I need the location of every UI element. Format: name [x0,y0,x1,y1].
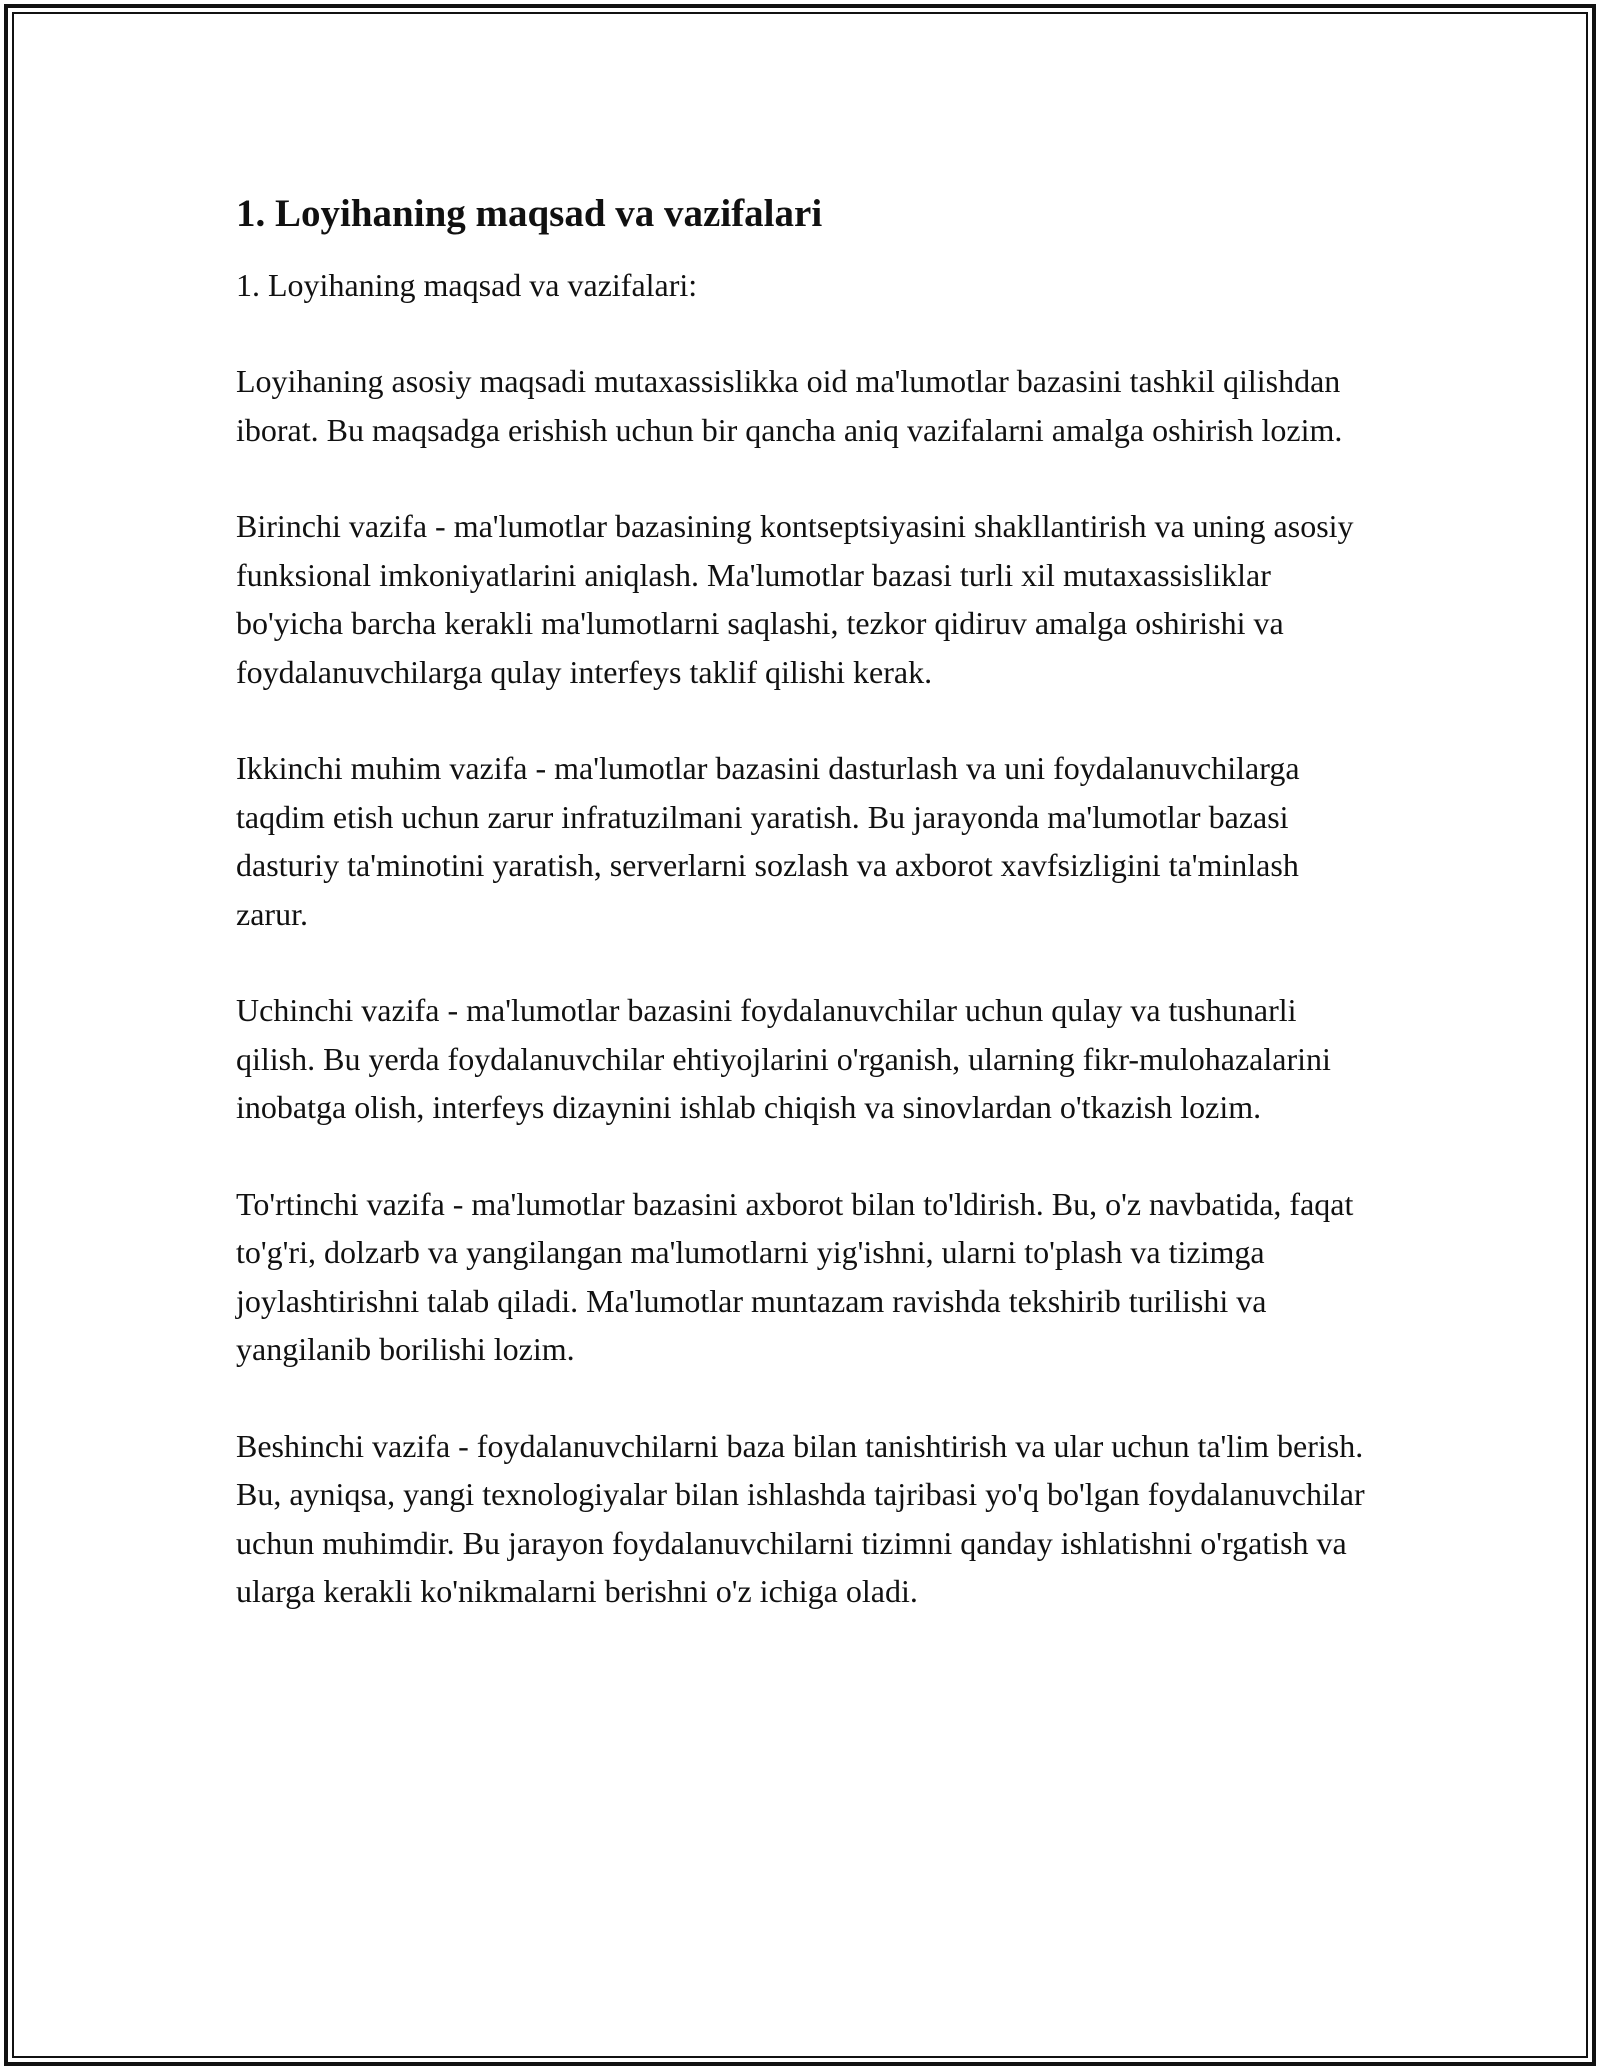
section-subtitle: 1. Loyihaning maqsad va vazifalari: [236,267,698,303]
paragraph-task-4: To'rtinchi vazifa - ma'lumotlar bazasini axborot bilan to'ldirish. Bu, o'z navbatida, faqat to'g'ri, dolzarb va yangilangan ma'lumotlarni yig'ishni, ularni to'plash va tizimga joylashtirishni talab qiladi. Ma'lumotlar muntazam ravishda tekshirib turilishi va yangilanib borilishi lozim. [236,1185,1354,1367]
document-body [236,188,1366,1616]
paragraph-goal: Loyihaning asosiy maqsadi mutaxassislikka oid ma'lumotlar bazasini tashkil qilishdan iborat. Bu maqsadga erishish uchun bir qancha aniq vazifalarni amalga oshirish lozim. [236,363,1343,448]
paragraph-task-2: Ikkinchi muhim vazifa - ma'lumotlar bazasini dasturlash va uni foydalanuvchilarga taqdim etish uchun zarur infratuzilmani yaratish. Bu jarayonda ma'lumotlar bazasi dasturiy ta'minotini yaratish, serverlarni sozlash va axborot xavfsizligini ta'minlash zarur. [236,750,1300,932]
page-title: 1. Loyihaning maqsad va vazifalari [236,192,823,235]
paragraph-task-5: Beshinchi vazifa - foydalanuvchilarni baza bilan tanishtirish va ular uchun ta'lim berish. Bu, ayniqsa, yangi texnologiyalar bilan ishlashda tajribasi yo'q bo'lgan foydalanuvchilar uchun muhimdir. Bu jarayon foydalanuvchilarni tizimni qanday ishlatishni o'rgatish va ularga kerakli ko'nikmalarni berishni o'z ichiga oladi. [236,1427,1365,1609]
paragraph-task-1: Birinchi vazifa - ma'lumotlar bazasining kontseptsiyasini shakllantirish va uning asosiy funksional imkoniyatlarini aniqlash. Ma'lumotlar bazasi turli xil mutaxassisliklar bo'yicha barcha kerakli ma'lumotlarni saqlashi, tezkor qidiruv amalga oshirishi va foydalanuvchilarga qulay interfeys taklif qilishi kerak. [236,508,1354,690]
paragraph-task-3: Uchinchi vazifa - ma'lumotlar bazasini foydalanuvchilar uchun qulay va tushunarli qilish. Bu yerda foydalanuvchilar ehtiyojlarini o'rganish, ularning fikr-mulohazalarini inobatga olish, interfeys dizaynini ishlab chiqish va sinovlardan o'tkazish lozim. [236,992,1331,1125]
